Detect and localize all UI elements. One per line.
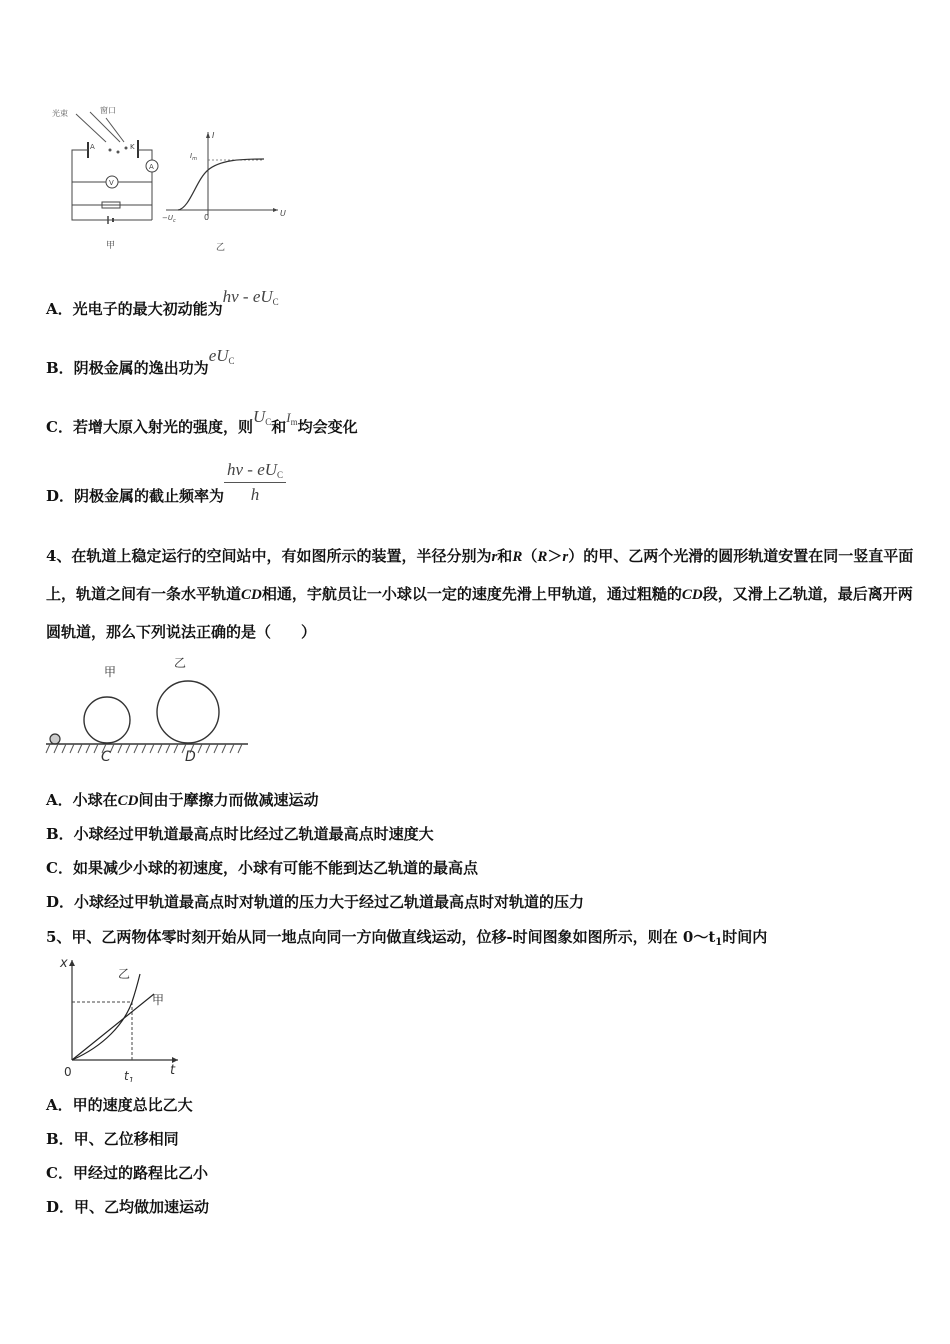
label-light: 光束 <box>52 109 68 118</box>
q3-option-b[interactable] <box>46 346 235 378</box>
label-t1: $t_1$ <box>124 1069 134 1082</box>
q4-option-c[interactable]: C．如果减少小球的初速度，小球有可能不能到达乙轨道的最高点 <box>46 859 478 877</box>
label-K-plate: K <box>130 143 135 151</box>
origin-zero: 0 <box>64 1065 72 1079</box>
q3-option-c[interactable] <box>46 407 358 437</box>
label-origin: 0 <box>204 213 210 222</box>
line-jia <box>72 994 154 1060</box>
q5-stem: 5、甲、乙两物体零时刻开始从同一地点向同一方向做直线运动，位移-时间图象如图所示，则在 $0\sim t_1$时间内 <box>46 928 768 948</box>
q3-option-c-math-uc: $U_C$ <box>252 407 272 427</box>
q3-option-c-tail: 均会变化 <box>297 418 358 436</box>
q5-option-a[interactable]: A．甲的速度总比乙大 <box>46 1096 193 1114</box>
voltmeter-label: V <box>109 179 114 187</box>
label-C-point: C <box>101 749 111 765</box>
q3-option-a-math: hv - $eU_C$ <box>222 287 279 307</box>
q3-option-c-and: 和 <box>271 418 287 436</box>
axis-t: t <box>170 1063 176 1078</box>
q3-option-b-text: B．阴极金属的逸出功为 <box>46 359 209 377</box>
q3-option-c-text: C．若增大原入射光的强度，则 <box>46 418 253 436</box>
label-jia-track: 甲 <box>104 665 117 679</box>
label-window: 窗口 <box>100 106 116 115</box>
axis-U: U <box>280 209 286 218</box>
q3-option-a-text: A．光电子的最大初动能为 <box>46 300 223 318</box>
label-D-point: D <box>185 749 196 765</box>
curve-yi <box>72 974 140 1060</box>
q3-option-d-text: D．阴极金属的截止频率为 <box>46 486 225 505</box>
q5-option-c[interactable]: C．甲经过的路程比乙小 <box>46 1164 208 1182</box>
q4-stem: 4、在轨道上稳定运行的空间站中，有如图所示的装置，半径分别为r和R（R＞r）的甲、乙两个光滑的圆形轨道安置在同一竖直平面上，轨道之间有一条水平轨道CD相通，宇航员让一小球以一定的速度先滑上甲轨道，通过粗糙的CD段，又滑上乙轨道，最后离开两圆轨道，那么下列说法正确的是（ ） <box>46 547 914 641</box>
label-yi-track: 乙 <box>174 656 187 670</box>
circular-tracks-figure <box>44 650 252 766</box>
label-Im: $I_m$ <box>190 152 197 162</box>
q3-option-b-math: $eU_C$ <box>208 346 235 366</box>
q5-option-b[interactable]: B．甲、乙位移相同 <box>46 1130 179 1148</box>
q3-option-d[interactable] <box>46 460 286 505</box>
q3-option-c-math-im: $I_m$ <box>286 410 298 427</box>
label-Uc: $-U_c$ <box>162 214 176 224</box>
axis-I: I <box>212 131 215 140</box>
q5-option-d[interactable]: D．甲、乙均做加速运动 <box>46 1198 210 1216</box>
q4-option-d[interactable]: D．小球经过甲轨道最高点时对轨道的压力大于经过乙轨道最高点时对轨道的压力 <box>46 893 585 911</box>
label-jia-line: 甲 <box>152 993 165 1007</box>
label-jia: 甲 <box>106 241 116 251</box>
q4-option-b[interactable]: B．小球经过甲轨道最高点时比经过乙轨道最高点时速度大 <box>46 825 434 843</box>
photoelectric-figure <box>40 98 300 260</box>
label-yi: 乙 <box>216 243 226 253</box>
xt-graph-figure <box>54 954 184 1082</box>
q4-option-a[interactable]: A．小球在CD间由于摩擦力而做减速运动 <box>46 791 319 809</box>
axis-x: x <box>60 956 68 971</box>
label-yi-curve: 乙 <box>118 967 131 981</box>
label-A-plate: A <box>90 143 95 151</box>
ammeter-label: A <box>149 163 154 171</box>
q3-option-a[interactable] <box>46 287 279 319</box>
q3-option-d-fraction: $\frac{hv - eU_C}{h}$ <box>224 460 286 505</box>
